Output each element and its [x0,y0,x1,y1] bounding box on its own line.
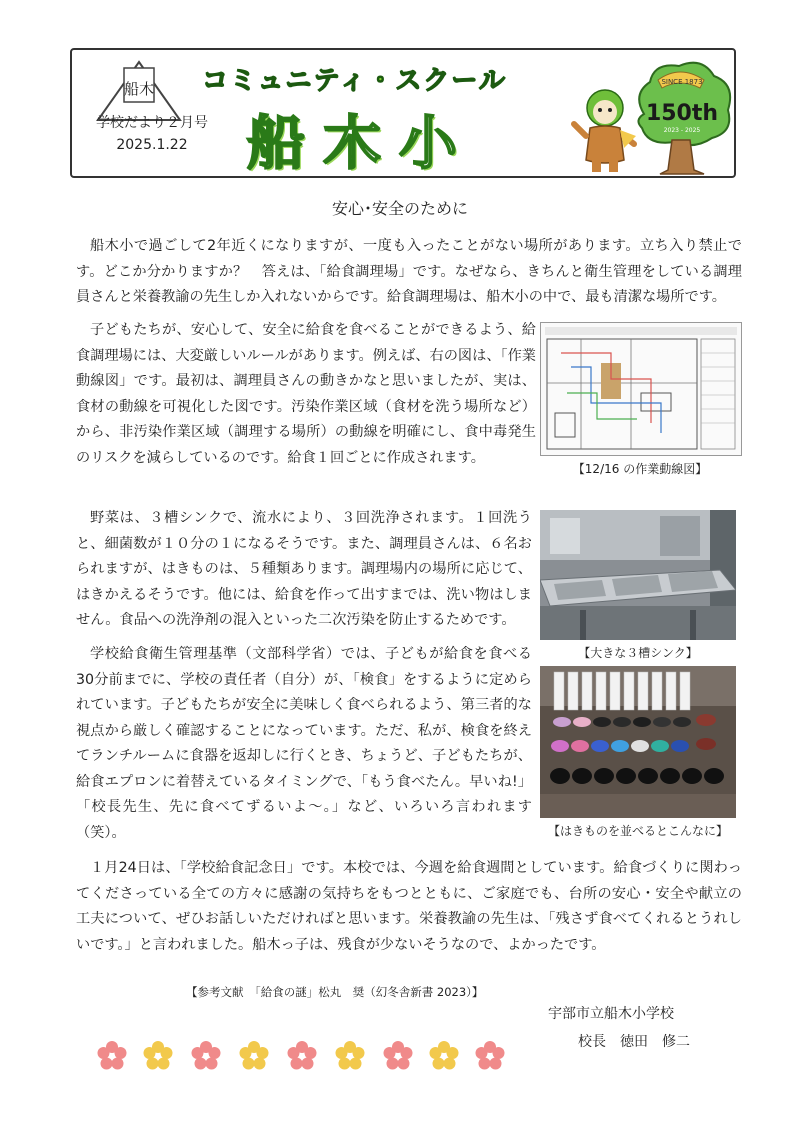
issue-date: 2025.1.22 [116,137,188,153]
figure-1-caption: 【12/16 の作業動線図】 [572,462,708,476]
figure-3-caption: 【はきものを並べるとこんなに】 [547,824,728,838]
anniversary-text: 150th [645,101,719,126]
signature-school: 宇部市立船木小学校 [548,1006,674,1022]
figure-2-caption: 【大きな３槽シンク】 [578,646,698,660]
issue-label: 学校だより２月号 [96,115,208,131]
sink-photo [540,510,736,640]
emblem-text: 船木 [123,80,155,98]
anniversary-years: 2023 - 2025 [663,127,701,134]
footwear-photo [540,666,736,818]
flower-decoration-icon [90,1034,510,1078]
paragraph-3: 野菜は、３槽シンクで、流水により、３回洗浄されます。１回洗うと、細菌数が１０分の１になるそうです。また、調理員さんは、６名おられますが、はきものは、５種類あります。調理場内の場所に応じて、はきかえるそうです。他には、給食を作って出すまでは、洗い物はしません。食品への洗浄剤の混入といった二次汚染を防止するためです。 [76,510,532,628]
header-box [70,48,736,178]
school-name-title: 船木小 [247,109,476,177]
section-title: 安心･安全のために [331,199,468,218]
since-text: SINCE 1873 [661,78,703,86]
signature-principal: 校長 徳田 修二 [578,1034,690,1050]
paragraph-1: 船木小で過ごして2年近くになりますが、一度も入ったことがない場所があります。立ち入り禁止です。どこか分かりますか？ 答えは、「給食調理場」です。なぜなら、きちんと衛生管理をしている調理員さんと栄養教諭の先生しか入れないからです。給食調理場は、船木小の中で、最も清潔な場所です。 [76,238,742,305]
signature-block [548,1000,690,1056]
reference-citation: 【参考文献 「給食の謎」松丸 奨（幻冬舎新書 2023）】 [186,985,484,999]
community-school-title: コミュニティ・スクール [202,66,507,96]
anniversary-tree-icon [624,54,739,176]
paragraph-2: 子どもたちが、安心して、安全に給食を食べることができるよう、給食調理場には、大変厳しいルールがあります。例えば、右の図は、「作業動線図」です。最初は、調理員さんの動きかなと思いましたが、実は、食材の動線を可視化した図です。汚染作業区域（食材を洗う場所など）から、非汚染作業区域（調理する場所）の動線を明確にし、食中毒発生のリスクを減らしているのです。給食１回ごとに作成されます。 [76,322,536,466]
paragraph-4: 学校給食衛生管理基準（文部科学省）では、子どもが給食を食べる30分前までに、学校の責任者（自分）が、「検食」をするように定められています。子どもたちが安全に美味しく食べられるよう、第三者的な視点から厳しく確認することになっています。ただ、私が、検食を終えてランチルームに食器を返却しに行くとき、ちょうど、子どもたちが、給食エプロンに着替えているタイミングで、「もう食べたん。早いね!」「校長先生、先に食べてずるいよ～。」など、いろいろ言われます（笑）。 [76,646,532,841]
paragraph-5: １月24日は、「学校給食記念日」です。本校では、今週を給食週間としています。給食づくりに関わってくださっている全ての方々に感謝の気持ちをもつとともに、ご家庭でも、台所の安心・安全や献立の工夫について、ぜひお話しいただければと思います。栄養教諭の先生は、「残さず食べてくれるとうれしいです。」と言われました。船木っ子は、残食が少ないそうなので、よかったです。 [76,860,742,953]
issue-info [96,112,208,156]
workflow-diagram-image [540,322,742,456]
